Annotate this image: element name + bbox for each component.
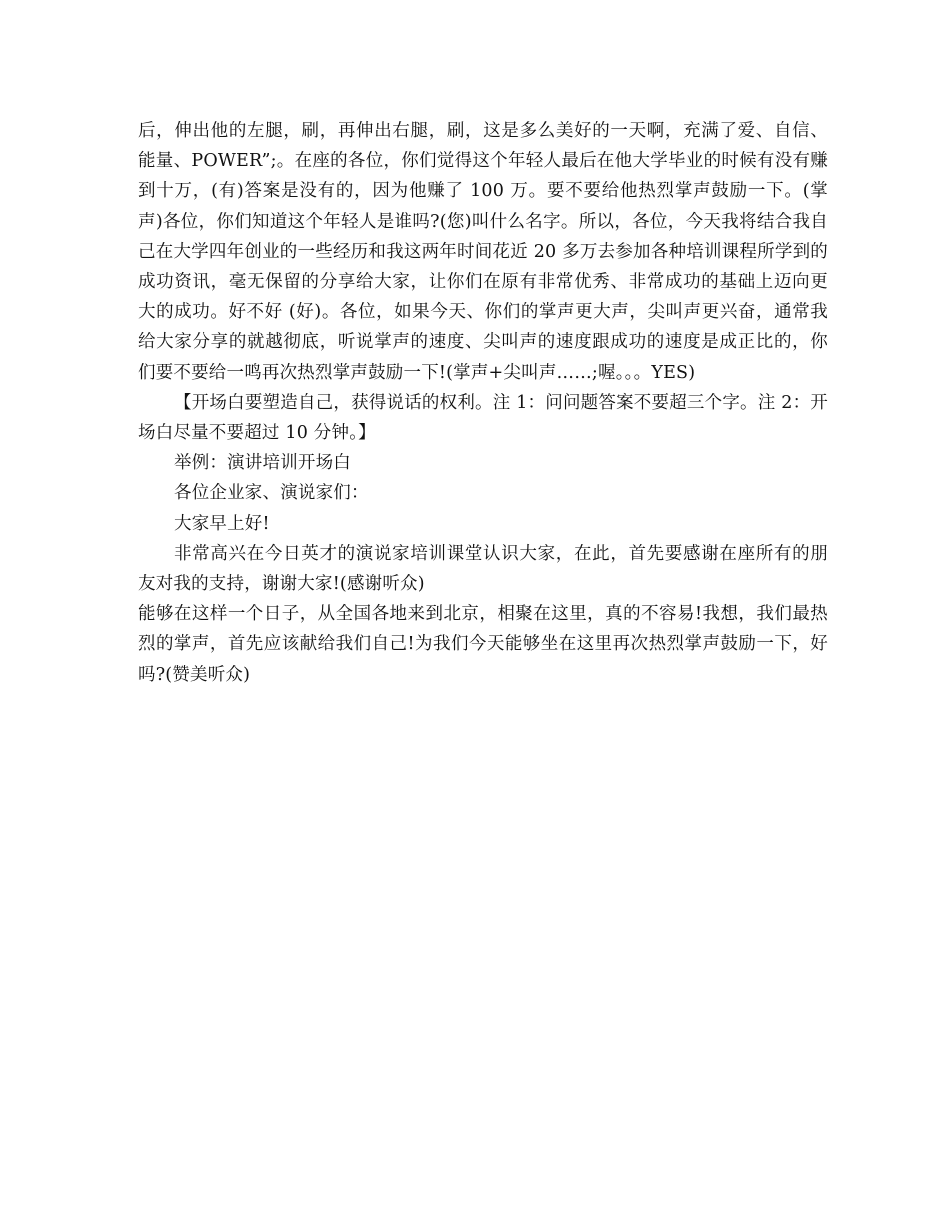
paragraph-greeting: 大家早上好! [174,513,270,534]
document-body [138,116,828,690]
paragraph-example-title: 举例：演讲培训开场白 [174,453,351,474]
paragraph-note: 【开场白要塑造自己，获得说话的权利。注 1：问问题答案不要超三个字。注 2：开场白尽量不要超过 10 分钟。】 [138,392,828,444]
paragraph-salutation: 各位企业家、演说家们： [174,483,369,504]
paragraph-thanks: 非常高兴在今日英才的演说家培训课堂认识大家，在此，首先要感谢在座所有的朋友对我的支持，谢谢大家!(感谢听众) [138,543,828,595]
paragraph-praise: 能够在这样一个日子，从全国各地来到北京，相聚在这里，真的不容易!我想，我们最热烈的掌声，首先应该献给我们自己!为我们今天能够坐在这里再次热烈掌声鼓励一下，好吗?(赞美听众) [138,604,828,685]
paragraph-story-continuation: 后，伸出他的左腿，刷，再伸出右腿，刷，这是多么美好的一天啊，充满了爱、自信、能量、POWER”;。在座的各位，你们觉得这个年轻人最后在他大学毕业的时候有没有赚到十万，(有)答案是没有的，因为他赚了 100 万。要不要给他热烈掌声鼓励一下。(掌声)各位，你们知道这个年轻人是谁吗?(您)叫什么名字。所以，各位，今天我将结合我自己在大学四年创业的一些经历和我这两年时间花近 20 多万去参加各种培训课程所学到的成功资讯，毫无保留的分享给大家，让你们在原有非常优秀、非常成功的基础上迈向更大的成功。好不好 (好)。各位，如果今天、你们的掌声更大声，尖叫声更兴奋，通常我给大家分享的就越彻底，听说掌声的速度、尖叫声的速度跟成功的速度是成正比的，你们要不要给一鸣再次热烈掌声鼓励一下!(掌声+尖叫声……;喔。。。YES) [138,121,828,383]
